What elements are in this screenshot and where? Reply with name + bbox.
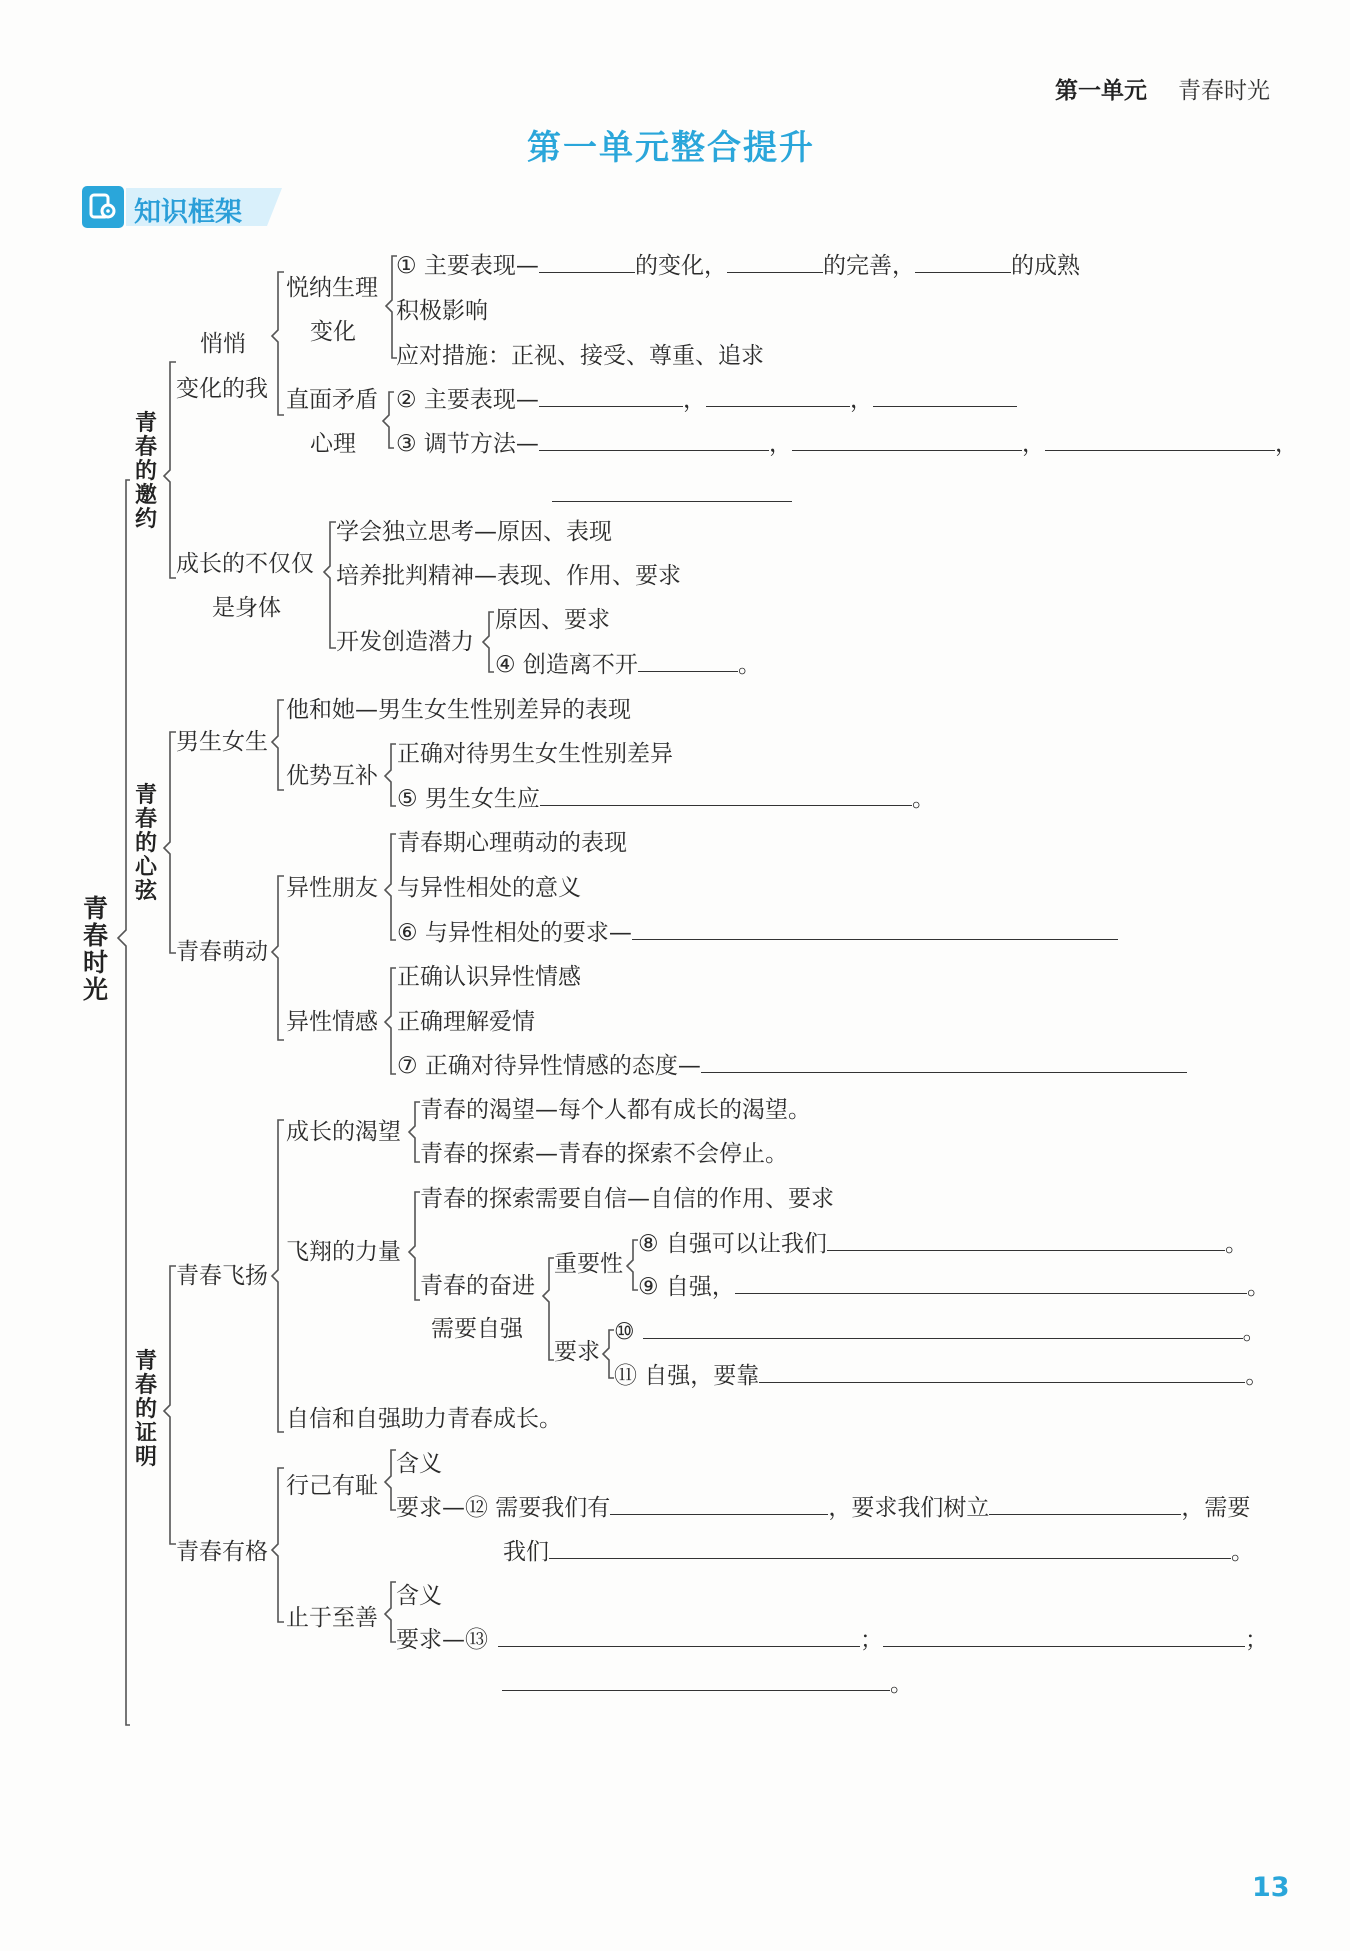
brace-n2 — [324, 522, 336, 648]
brace-n3i2 — [385, 744, 396, 806]
item-n5b-1: 青春的探索需要自信—自信的作用、要求 — [420, 1186, 834, 1212]
lesson1-label: 青春的邀约 — [134, 411, 157, 532]
answer-blank[interactable] — [643, 1318, 1243, 1339]
answer-blank[interactable] — [540, 785, 912, 806]
answer-blank[interactable] — [632, 919, 1118, 940]
node-n4b: 异性情感 — [286, 1009, 378, 1035]
node-n3: 男生女生 — [176, 729, 268, 755]
brace-n6a — [385, 1450, 396, 1510]
item-n5-imp-1: ⑧ 自强可以让我们 。 — [638, 1231, 1248, 1257]
node-n4a: 异性朋友 — [286, 875, 378, 901]
brace-n5req — [603, 1330, 614, 1378]
header-unit: 第一单元 — [1055, 78, 1147, 104]
brace-n5b2 — [543, 1258, 554, 1360]
brace-root — [118, 480, 130, 1725]
brace-n3 — [272, 700, 284, 790]
node-n5b: 飞翔的力量 — [286, 1239, 401, 1265]
brace-lesson3 — [164, 1266, 176, 1544]
root-label: 青春时光 — [82, 894, 108, 1004]
item-n6b-1: 含义 — [396, 1583, 442, 1609]
node-n1a-line1: 悦纳生理 — [286, 275, 378, 301]
item-n6a-1: 含义 — [396, 1451, 442, 1477]
answer-blank[interactable] — [498, 1626, 860, 1647]
item-n6b-2: 要求—⑬ ； ； — [396, 1627, 1268, 1653]
brace-n6 — [272, 1468, 284, 1622]
item-n2-3b: ④ 创造离不开 。 — [495, 652, 761, 678]
answer-blank[interactable] — [701, 1052, 1187, 1073]
item-n1c-2: ③ 调节方法— ， ， ， — [396, 431, 1298, 457]
answer-blank[interactable] — [539, 430, 769, 451]
node-n1c-line1: 直面矛盾 — [286, 387, 378, 413]
item-n5b-2: 青春的奋进 — [420, 1273, 535, 1299]
item-n4a-1: 青春期心理萌动的表现 — [397, 830, 627, 856]
item-n3-2b: ⑤ 男生女生应 。 — [397, 786, 935, 812]
item-n2-3a: 原因、要求 — [495, 607, 610, 633]
item-n4b-3: ⑦ 正确对待异性情感的态度— — [397, 1052, 1187, 1080]
item-n2-1: 学会独立思考—原因、表现 — [336, 519, 612, 545]
item-n5a-1: 青春的渴望—每个人都有成长的渴望。 — [420, 1097, 811, 1123]
answer-blank[interactable] — [1045, 430, 1275, 451]
brace-lesson1 — [164, 362, 176, 578]
answer-blank[interactable] — [873, 386, 1017, 407]
item-n1c-1: ② 主要表现— ， ， — [396, 386, 1017, 414]
item-n5-c: 自信和自强助力青春成长。 — [286, 1406, 562, 1432]
item-n2-3: 开发创造潜力 — [336, 629, 474, 655]
item-n6a-3: 我们 。 — [503, 1539, 1254, 1565]
answer-blank[interactable] — [735, 1273, 1247, 1294]
brace-lesson2 — [164, 732, 176, 953]
item-n5a-2: 青春的探索—青春的探索不会停止。 — [420, 1141, 788, 1167]
answer-blank[interactable] — [883, 1626, 1245, 1647]
brace-n4a — [385, 834, 396, 940]
item-n4a-3: ⑥ 与异性相处的要求— — [397, 919, 1118, 947]
answer-blank[interactable] — [610, 1494, 828, 1515]
lesson2-label: 青春的心弦 — [134, 783, 157, 904]
item-n4b-2: 正确理解爱情 — [397, 1009, 535, 1035]
item-n3-2: 优势互补 — [286, 763, 378, 789]
answer-blank[interactable] — [549, 1538, 1231, 1559]
brace-n4b — [385, 968, 396, 1074]
brace-n1 — [272, 272, 284, 415]
item-n1a-1: ① 主要表现— 的变化， 的完善， 的成熟 — [396, 253, 1080, 279]
node-n5-imp: 重要性 — [554, 1251, 623, 1277]
item-n2-2: 培养批判精神—表现、作用、要求 — [336, 563, 681, 589]
node-n2-line1: 成长的不仅仅 — [176, 551, 314, 577]
brace-n1c — [383, 392, 394, 448]
header-unit-name: 青春时光 — [1178, 78, 1270, 104]
answer-blank[interactable] — [727, 252, 823, 273]
brace-n5b — [409, 1192, 420, 1300]
item-n5-req-1: ⑩ 。 — [614, 1319, 1266, 1345]
brace-n5imp — [627, 1240, 638, 1290]
item-n6a-2: 要求—⑫ 需要我们有 ，要求我们树立 ，需要 — [396, 1495, 1251, 1521]
brace-n5 — [272, 1120, 284, 1432]
answer-blank[interactable] — [539, 386, 683, 407]
item-n4a-2: 与异性相处的意义 — [397, 875, 581, 901]
node-n5-req: 要求 — [554, 1339, 600, 1365]
answer-blank[interactable] — [638, 651, 738, 672]
node-n6: 青春有格 — [176, 1539, 268, 1565]
answer-blank[interactable] — [502, 1670, 890, 1691]
brace-n2i3 — [483, 612, 494, 672]
node-n4: 青春萌动 — [176, 939, 268, 965]
node-n2-line2: 是身体 — [212, 595, 281, 621]
page-title: 第一单元整合提升 — [527, 128, 815, 168]
lesson3-label: 青春的证明 — [134, 1349, 157, 1470]
item-n5-imp-2: ⑨ 自强， 。 — [638, 1274, 1270, 1300]
answer-blank[interactable] — [539, 252, 635, 273]
node-n5a: 成长的渴望 — [286, 1119, 401, 1145]
answer-blank[interactable] — [989, 1494, 1181, 1515]
answer-blank[interactable] — [827, 1230, 1225, 1251]
answer-blank[interactable] — [706, 386, 850, 407]
item-n5-req-2: ⑪ 自强，要靠 。 — [614, 1363, 1269, 1389]
item-n5b-2b: 需要自强 — [431, 1316, 523, 1342]
node-n6b: 止于至善 — [286, 1605, 378, 1631]
item-n6b-3: 。 — [502, 1670, 913, 1698]
node-n1a-line2: 变化 — [310, 319, 356, 345]
node-n1c-line2: 心理 — [310, 431, 356, 457]
brace-n6b — [385, 1582, 396, 1642]
answer-blank[interactable] — [759, 1362, 1245, 1383]
node-n1-line1: 悄悄 — [200, 331, 246, 357]
page-number: 13 — [1252, 1872, 1290, 1903]
brace-n4 — [272, 876, 284, 1040]
node-n5: 青春飞扬 — [176, 1263, 268, 1289]
item-n1a-3: 应对措施：正视、接受、尊重、追求 — [396, 343, 764, 369]
item-n1a-2: 积极影响 — [396, 298, 488, 324]
item-n3-1: 他和她—男生女生性别差异的表现 — [286, 697, 631, 723]
answer-blank[interactable] — [552, 500, 792, 502]
node-n6a: 行己有耻 — [286, 1473, 378, 1499]
item-n4b-1: 正确认识异性情感 — [397, 964, 581, 990]
node-n1-line2: 变化的我 — [176, 376, 268, 402]
answer-blank[interactable] — [915, 252, 1011, 273]
brace-n5a — [409, 1102, 420, 1162]
section-label: 知识框架 — [134, 197, 242, 228]
answer-blank[interactable] — [792, 430, 1022, 451]
item-n3-2a: 正确对待男生女生性别差异 — [397, 741, 673, 767]
